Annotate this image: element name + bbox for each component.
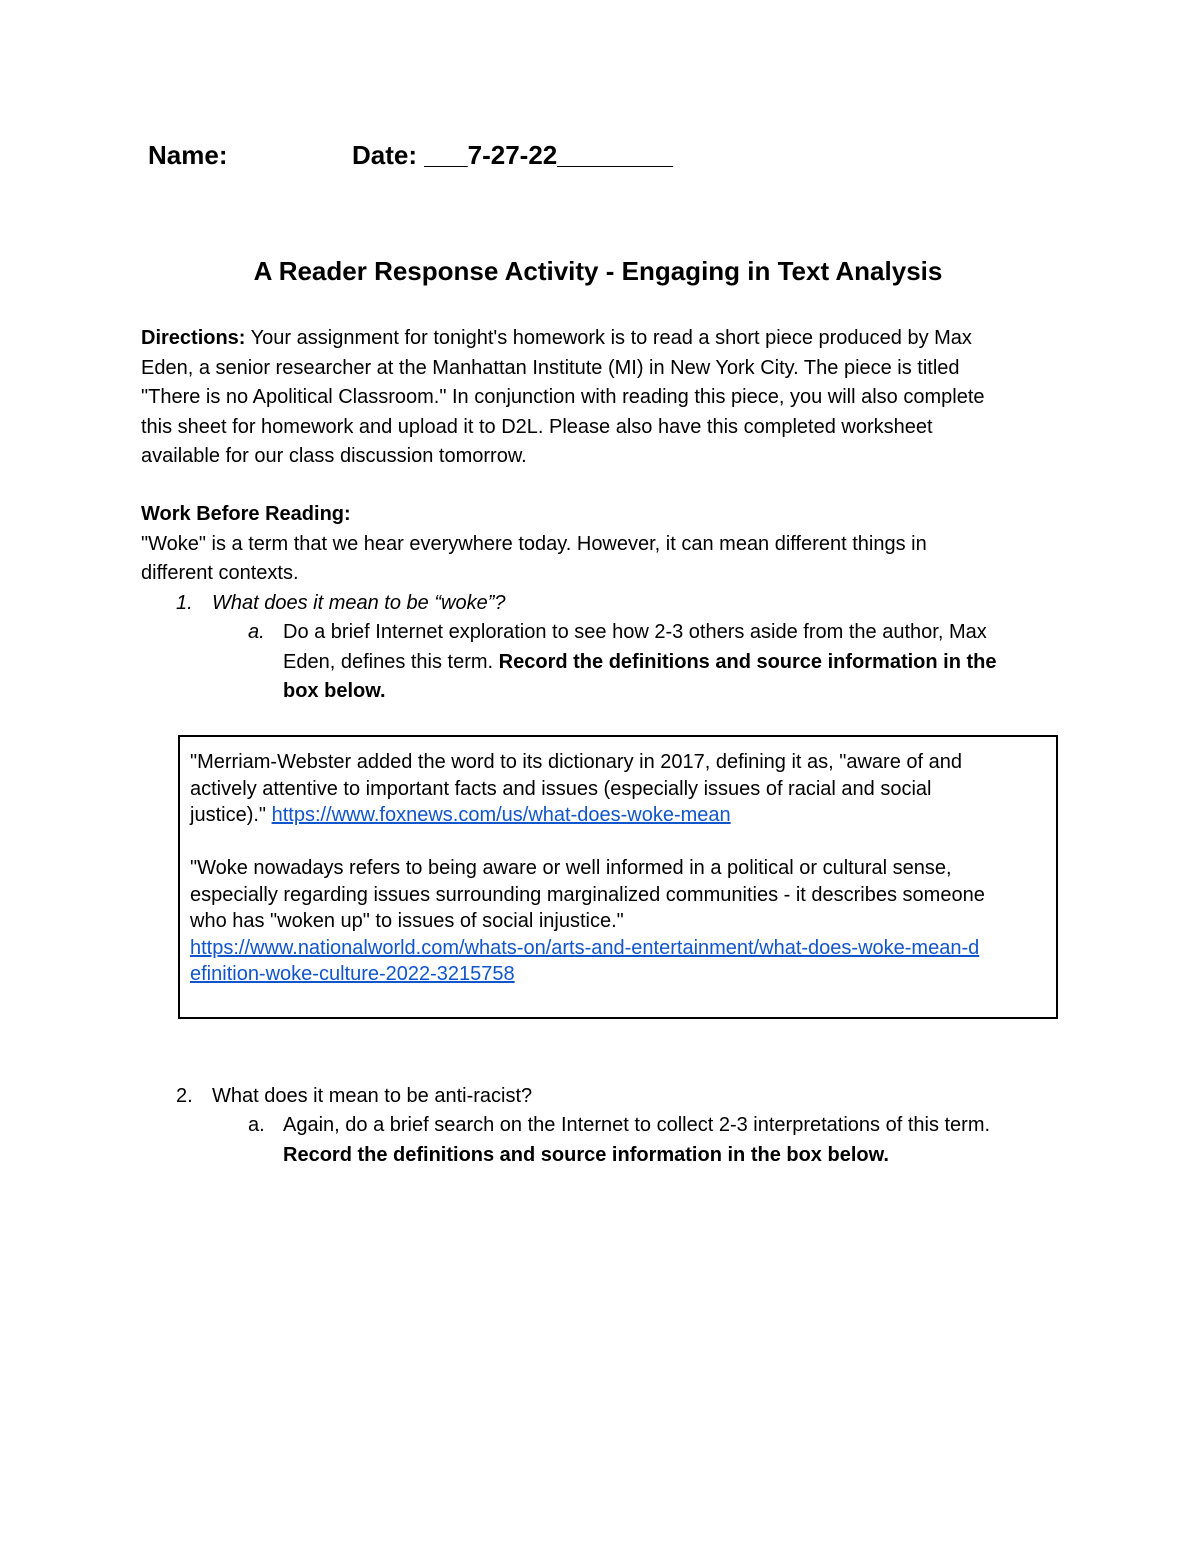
q2a-line-1: Again, do a brief search on the Internet to collect 2-3 interpretations of this term.	[283, 1114, 991, 1136]
nationalworld-link-line-2[interactable]: efinition-woke-culture-2022-3215758	[190, 963, 515, 985]
nationalworld-link-line-1[interactable]: https://www.nationalworld.com/whats-on/arts-and-entertainment/what-does-woke-mean-d	[190, 936, 980, 959]
q1-number: 1.	[176, 592, 193, 614]
directions-label: Directions:	[141, 327, 246, 349]
q1a-body	[283, 618, 1073, 707]
q2a-letter: a.	[248, 1114, 265, 1136]
entry-2-line-1: "Woke nowadays refers to being aware or well informed in a political or cultural sense,	[190, 857, 952, 879]
date-value: ___7-27-22________	[424, 140, 673, 170]
answer-entry-2	[190, 855, 1050, 988]
q1-text: What does it mean to be “woke”?	[212, 592, 506, 614]
entry-1-line-2: actively attentive to important facts and issues (especially issues of racial and social	[190, 777, 932, 800]
answer-entry-1	[190, 749, 1050, 829]
directions-line-4: this sheet for homework and upload it to D2L. Please also have this completed worksheet	[141, 415, 933, 438]
q2-text: What does it mean to be anti-racist?	[212, 1085, 533, 1107]
q1a-line-3: box below.	[283, 680, 386, 702]
answer-box-woke[interactable]	[178, 735, 1058, 1019]
directions-line-1	[141, 324, 1071, 354]
entry-2-line-2: especially regarding issues surrounding marginalized communities - it describes someone	[190, 883, 985, 906]
entry-2-line-3: who has "woken up" to issues of social injustice."	[190, 910, 624, 932]
foxnews-link[interactable]: https://www.foxnews.com/us/what-does-woke-mean	[271, 804, 731, 826]
q2a-line-2: Record the definitions and source information in the box below.	[283, 1143, 889, 1166]
entry-1-line-1: "Merriam-Webster added the word to its dictionary in 2017, defining it as, "aware of and	[190, 751, 963, 773]
directions-line-2: Eden, a senior researcher at the Manhattan Institute (MI) in New York City. The piece is titled	[141, 356, 960, 379]
date-label: Date:	[352, 140, 418, 170]
page-title: A Reader Response Activity - Engaging in Text Analysis	[253, 256, 943, 286]
directions-line-5: available for our class discussion tomorrow.	[141, 445, 527, 467]
q2a-body	[283, 1111, 1073, 1170]
name-label: Name:	[148, 140, 228, 170]
work-before-intro-1: "Woke" is a term that we hear everywhere today. However, it can mean different things in	[141, 532, 927, 555]
directions-line-3: "There is no Apolitical Classroom." In conjunction with reading this piece, you will also complete	[141, 386, 985, 408]
q1a-line-2-plain: Eden, defines this term.	[283, 650, 494, 673]
entry-1-line-3	[190, 802, 1050, 829]
q2-number: 2.	[176, 1085, 193, 1107]
q1a-letter: a.	[248, 621, 265, 643]
work-before-heading: Work Before Reading:	[141, 503, 351, 525]
entry-1-line-3-text: justice)."	[190, 804, 267, 826]
directions-paragraph	[141, 324, 1071, 472]
directions-text-1: Your assignment for tonight's homework is to read a short piece produced by Max	[250, 327, 972, 349]
q1a-line-1: Do a brief Internet exploration to see how 2-3 others aside from the author, Max	[283, 621, 987, 643]
q1a-line-2-bold: Record the definitions and source information in the	[498, 650, 997, 673]
work-before-intro-2: different contexts.	[141, 562, 299, 584]
date-line	[352, 140, 673, 171]
q1a-line-2	[283, 648, 1073, 678]
work-before-section	[141, 500, 1071, 589]
